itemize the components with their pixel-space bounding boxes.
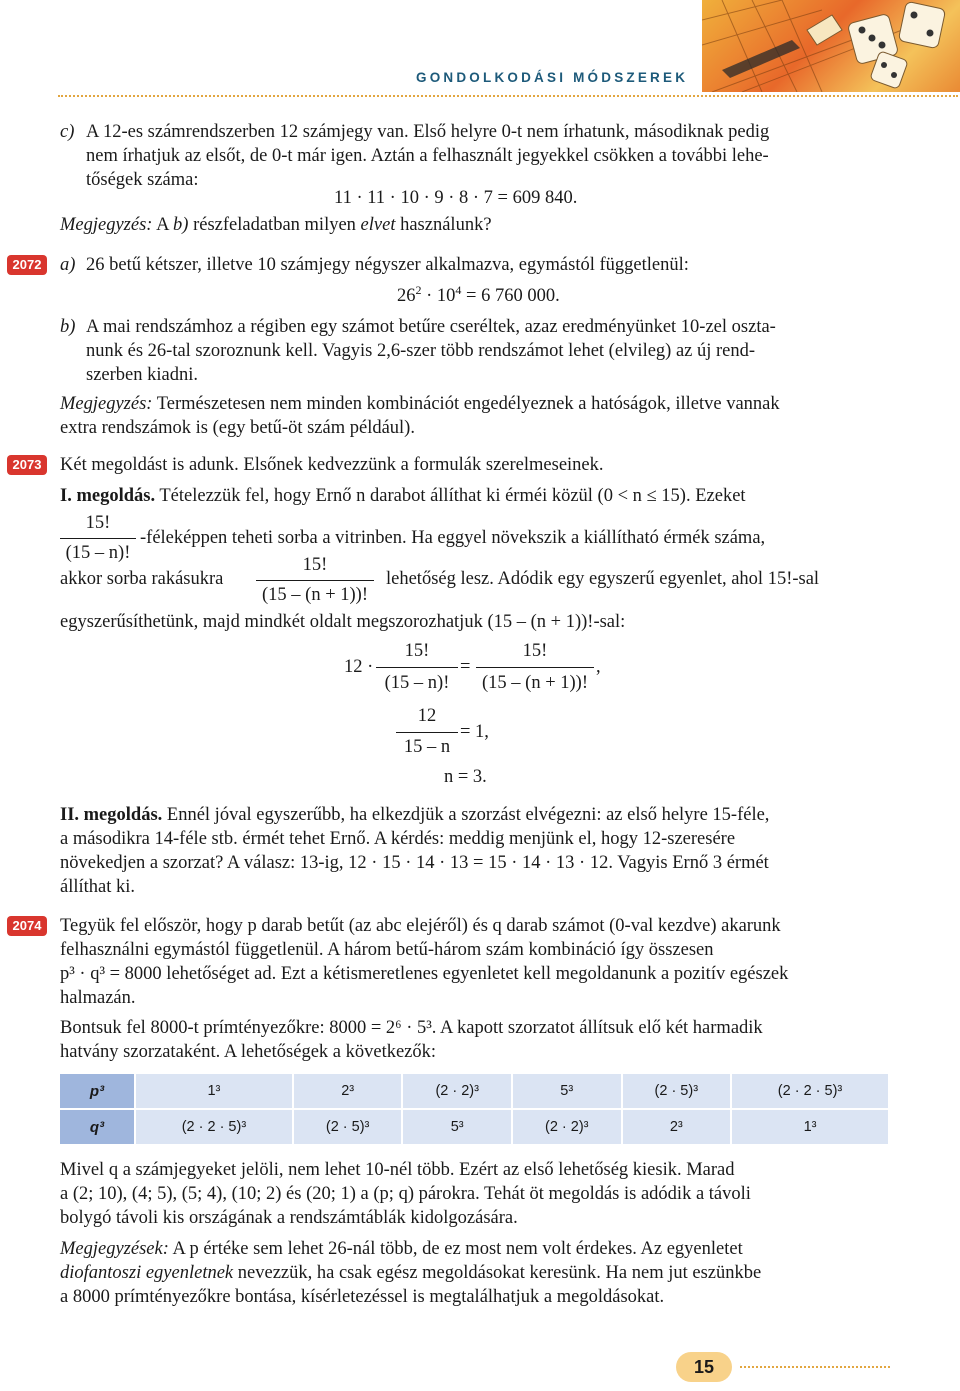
formula-part: = 6 760 000.	[461, 286, 560, 306]
formula-part: · 10	[421, 286, 456, 306]
b-line-2: nunk és 26-tal szoroznunk kell. Vagyis 2,6-szer több rendszámot lehet (elvileg) az új rend-	[86, 341, 756, 361]
row-header-p: p³	[59, 1073, 135, 1109]
fraction-2-denominator: (15 – (n + 1))!	[262, 585, 368, 605]
fraction-2-bar	[256, 580, 374, 581]
a-text: 26 betű kétszer, illetve 10 számjegy négyszer alkalmazva, egymástól függetlenül:	[86, 255, 689, 275]
ex2074-line-4: halmazán.	[60, 988, 136, 1008]
eq1-f1-bar	[376, 667, 458, 668]
note-term: diofantoszi egyenletnek	[60, 1263, 234, 1283]
exercise-badge-2072: 2072	[7, 255, 47, 275]
page-number: 15	[676, 1352, 732, 1382]
eq1-end: ,	[596, 657, 601, 677]
table-cell: (2 · 2)³	[512, 1109, 622, 1145]
formula-2072	[397, 284, 560, 308]
ex2074-line-2: felhasználni egymástól függetlenül. A három betű-három szám kombináció így összesen	[60, 940, 714, 960]
note-text: nevezzük, ha csak egész megoldásokat keresünk. Ha nem jut eszünkbe	[237, 1263, 762, 1283]
table-cell: 5³	[512, 1073, 622, 1109]
note-text: Természetesen nem minden kombinációt engedélyeznek a hatóságok, illetve vannak	[156, 394, 780, 414]
fraction-1-numerator: 15!	[85, 513, 111, 533]
eq2-right: = 1,	[460, 722, 489, 742]
solution-2-line-1	[60, 803, 769, 827]
solution-1-line-2: -féleképpen teheti sorba a vitrinben. Ha eggyel növekszik a kiállítható érmék száma,	[140, 528, 766, 548]
formula-exponent: 4	[455, 282, 462, 297]
exercise-badge-2074: 2074	[7, 916, 47, 936]
fraction-2-numerator: 15!	[302, 555, 328, 575]
table-cell: (2 · 2 · 5)³	[135, 1109, 293, 1145]
ex2074-line-3: p³ · q³ = 8000 lehetőséget ad. Ezt a kétismeretlenes egyenletet kell megoldanunk a pozitív egészek	[60, 964, 789, 984]
eq1-f2-numerator: 15!	[522, 641, 548, 661]
fraction-1-bar	[60, 538, 136, 539]
eq1-f1-numerator: 15!	[404, 641, 430, 661]
notes-line-1	[60, 1237, 743, 1261]
solution-1-line-1	[60, 484, 746, 508]
note-text: A	[156, 215, 169, 235]
notes-line-2	[60, 1261, 761, 1285]
eq1-f2-bar	[476, 667, 594, 668]
conclusion-line-2: a (2; 10), (4; 5), (5; 4), (10; 2) és (20; 1) a (p; q) párokra. Tehát öt megoldás is adódik a távoli	[60, 1184, 751, 1204]
note-text: b)	[173, 215, 189, 235]
a-label: a)	[60, 255, 76, 275]
note-label: Megjegyzések:	[60, 1239, 169, 1259]
table-cell: (2 · 2 · 5)³	[731, 1073, 889, 1109]
note-text: elvet	[360, 215, 396, 235]
table-cell: 2³	[293, 1073, 403, 1109]
note-text: A p értéke sem lehet 26-nál több, de ez most nem volt érdekes. Az egyenletet	[172, 1239, 743, 1259]
b-line-3: szerben kiadni.	[86, 365, 198, 385]
c-line-2: nem írhatjuk az elsőt, de 0-t már igen. Aztán a felhasznált jegyekkel csökken a további lehe-	[86, 146, 769, 166]
eq1-equals: =	[460, 657, 471, 677]
intro-2073: Két megoldást is adunk. Elsőnek kedvezzünk a formulák szerelmeseinek.	[60, 455, 604, 475]
table-cell: 1³	[135, 1073, 293, 1109]
b-label: b)	[60, 317, 76, 337]
ex2074-line-6: hatvány szorzataként. A lehetőségek a következők:	[60, 1042, 437, 1062]
eq1-f1-denominator: (15 – n)!	[384, 673, 450, 693]
exercise-badge-2073: 2073	[7, 455, 47, 475]
c-line-3: tőségek száma:	[86, 170, 199, 190]
ex2074-line-1: Tegyük fel először, hogy p darab betűt (az abc elejéről) és q darab számot (0-val kezdve) akarunk	[60, 916, 781, 936]
dice-illustration	[702, 0, 960, 92]
conclusion-line-3: bolygó távoli kis országának a rendszámtáblák kidolgozására.	[60, 1208, 518, 1228]
fraction-1-denominator: (15 – n)!	[65, 543, 131, 563]
table-row	[59, 1109, 889, 1145]
formula-exponent: 2	[415, 282, 422, 297]
c-formula: 11 · 11 · 10 · 9 · 8 · 7 = 609 840.	[334, 188, 578, 208]
note-2072-line-1	[60, 392, 780, 416]
solution-2-line-4: állíthat ki.	[60, 877, 136, 897]
header-title: GONDOLKODÁSI MÓDSZEREK	[416, 70, 689, 85]
solution-text: Ennél jóval egyszerűbb, ha elkezdjük a szorzást elvégezni: az első helyre 15-féle,	[166, 805, 770, 825]
row-header-q: q³	[59, 1109, 135, 1145]
eq3: n = 3.	[444, 767, 487, 787]
dice-icon	[702, 0, 960, 92]
notes-line-3: a 8000 prímtényezőkre bontása, kísérletezéssel is megtalálhatjuk a megoldásokat.	[60, 1287, 665, 1307]
table-cell: (2 · 5)³	[293, 1109, 403, 1145]
solution-label: II. megoldás.	[60, 805, 163, 825]
table-cell: (2 · 5)³	[622, 1073, 732, 1109]
solution-1-line-3a: akkor sorba rakásukra	[60, 569, 224, 589]
table-cell: 1³	[731, 1109, 889, 1145]
solution-label: I. megoldás.	[60, 486, 156, 506]
note-label: Megjegyzés:	[60, 394, 153, 414]
footer-divider	[740, 1366, 890, 1368]
c-note	[60, 213, 492, 237]
table-cell: 5³	[402, 1109, 512, 1145]
eq2-bar	[396, 732, 458, 733]
note-text: részfeladatban milyen	[193, 215, 356, 235]
table-row	[59, 1073, 889, 1109]
eq1-left: 12 ·	[344, 657, 374, 677]
eq1-f2-denominator: (15 – (n + 1))!	[482, 673, 588, 693]
eq2-numerator: 12	[417, 706, 437, 726]
solution-text: Tételezzük fel, hogy Ernő n darabot állíthat ki érméi közül (0 < n ≤ 15). Ezeket	[159, 486, 746, 506]
table-cell: (2 · 2)³	[402, 1073, 512, 1109]
solution-2-line-2: a másodikra 14-féle stb. érmét tehet Ernő. A kérdés: meddig menjünk el, hogy 12-szeresére	[60, 829, 736, 849]
note-text: használunk?	[400, 215, 492, 235]
c-label: c)	[60, 122, 75, 142]
conclusion-line-1: Mivel q a számjegyeket jelöli, nem lehet 10-nél több. Ezért az első lehetőség kiesik. Marad	[60, 1160, 735, 1180]
b-line-1: A mai rendszámhoz a régiben egy számot betűre cseréltek, azaz eredményünket 10-zel oszta-	[86, 317, 776, 337]
header-divider	[58, 95, 958, 97]
note-2072-line-2: extra rendszámok is (egy betű-öt szám például).	[60, 418, 415, 438]
solution-1-line-3b: lehetőség lesz. Adódik egy egyszerű egyenlet, ahol 15!-sal	[386, 569, 820, 589]
ex2074-line-5: Bontsuk fel 8000-t prímtényezőkre: 8000 = 2⁶ · 5³. A kapott szorzatot állítsuk elő két harmadik	[60, 1018, 763, 1038]
formula-part: 26	[397, 286, 416, 306]
table-cell: 2³	[622, 1109, 732, 1145]
possibilities-table	[58, 1072, 890, 1146]
note-label: Megjegyzés:	[60, 215, 153, 235]
solution-1-line-4: egyszerűsíthetünk, majd mindkét oldalt megszorozhatjuk (15 – (n + 1))!-sal:	[60, 612, 626, 632]
eq2-denominator: 15 – n	[403, 737, 451, 757]
c-line-1: A 12-es számrendszerben 12 számjegy van. Első helyre 0-t nem írhatunk, másodiknak pedig	[86, 122, 770, 142]
solution-2-line-3: növekedjen a szorzat? A válasz: 13-ig, 12 · 15 · 14 · 13 = 15 · 14 · 13 · 12. Vagyis Ernő 3 érmét	[60, 853, 769, 873]
